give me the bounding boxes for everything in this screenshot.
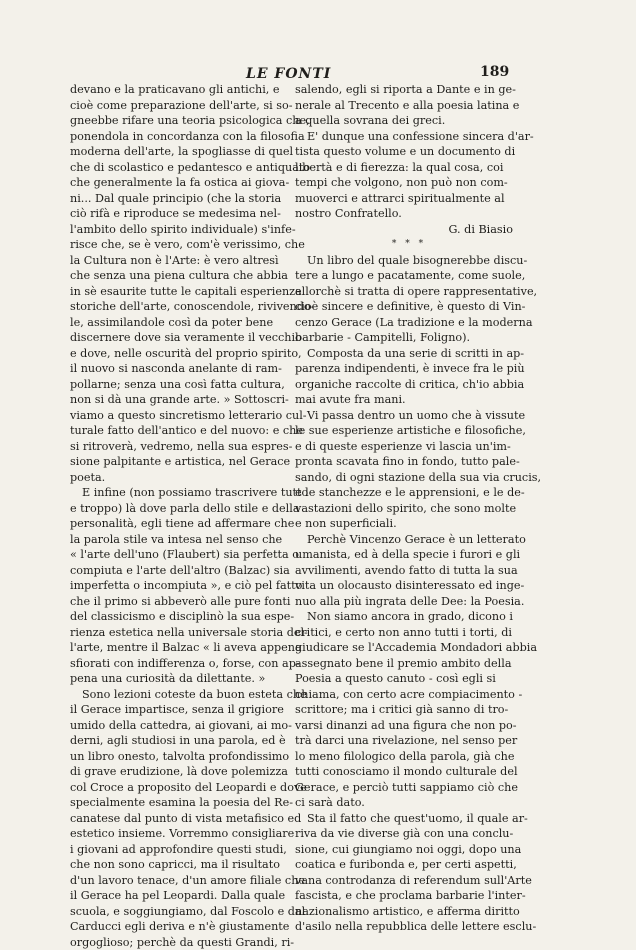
text-line: trà darci una rivelazione, nel senso per bbox=[295, 733, 523, 749]
text-line: E' dunque una confessione sincera d'ar- bbox=[295, 129, 523, 145]
text-line: sione, cui giungiamo noi oggi, dopo una bbox=[295, 842, 523, 858]
text-line: cenzo Gerace (La tradizione e la moderna bbox=[295, 315, 523, 331]
right-column bbox=[295, 82, 523, 935]
text-line: il Gerace impartisce, senza il grigiore bbox=[70, 702, 288, 718]
text-line: e troppo) là dove parla dello stile e della bbox=[70, 501, 288, 517]
text-line: d'asilo nella repubblica delle lettere esclu- bbox=[295, 919, 523, 935]
text-line: vastazioni dello spirito, che sono molte bbox=[295, 501, 523, 517]
text-line: le, assimilandole così da poter bene bbox=[70, 315, 288, 331]
text-line: gneebbe rifare una teoria psicologica che, bbox=[70, 113, 288, 129]
text-line: un libro onesto, talvolta profondissimo bbox=[70, 749, 288, 765]
text-line: non si dà una grande arte. » Sottoscri- bbox=[70, 392, 288, 408]
left-column bbox=[70, 82, 288, 950]
text-line: Composta da una serie di scritti in ap- bbox=[295, 346, 523, 362]
text-line: scrittore; ma i critici già sanno di tro- bbox=[295, 702, 523, 718]
text-line: turale fatto dell'antico e del nuovo: e che bbox=[70, 423, 288, 439]
text-line: l'ambito dello spirito individuale) s'infe- bbox=[70, 222, 288, 238]
text-line: vana controdanza di referendum sull'Arte bbox=[295, 873, 523, 889]
text-line: salendo, egli si riporta a Dante e in ge- bbox=[295, 82, 523, 98]
text-line: Vi passa dentro un uomo che à vissute bbox=[295, 408, 523, 424]
text-line: scuola, e soggiungiamo, dal Foscolo e dal bbox=[70, 904, 288, 920]
text-line: fascista, e che proclama barbarie l'inter- bbox=[295, 888, 523, 904]
text-line: Carducci egli deriva e n'è giustamente bbox=[70, 919, 288, 935]
text-line: il Gerace ha pel Leopardi. Dalla quale bbox=[70, 888, 288, 904]
text-line: poeta. bbox=[70, 470, 288, 486]
text-line: Poesia a questo canuto - così egli si bbox=[295, 671, 523, 687]
text-line: cioè come preparazione dell'arte, si so- bbox=[70, 98, 288, 114]
text-line: personalità, egli tiene ad affermare che bbox=[70, 516, 288, 532]
text-line: storiche dell'arte, conoscendole, rivivendo- bbox=[70, 299, 288, 315]
text-line: che senza una piena cultura che abbia bbox=[70, 268, 288, 284]
text-line: col Croce a proposito del Leopardi e dove bbox=[70, 780, 288, 796]
text-line: cioè sincere e definitive, è questo di Vin- bbox=[295, 299, 523, 315]
text-line: tista questo volume e un documento di bbox=[295, 144, 523, 160]
text-line: discernere dove sia veramente il vecchio bbox=[70, 330, 288, 346]
text-line: imperfetta o incompiuta », e ciò pel fatto bbox=[70, 578, 288, 594]
text-line: moderna dell'arte, la spogliasse di quel bbox=[70, 144, 288, 160]
text-line: ciò rifà e riproduce se medesima nel- bbox=[70, 206, 288, 222]
text-line: sando, di ogni stazione della sua via crucis, bbox=[295, 470, 523, 486]
text-line: nostro Confratello. bbox=[295, 206, 523, 222]
text-line: critici, e certo non anno tutti i torti, di bbox=[295, 625, 523, 641]
text-line: sfiorati con indifferenza o, forse, con ap- bbox=[70, 656, 288, 672]
text-line: nazionalismo artistico, e afferma diritto bbox=[295, 904, 523, 920]
section-separator: * * * bbox=[295, 237, 523, 253]
text-line: che generalmente la fa ostica ai giova- bbox=[70, 175, 288, 191]
text-line: Gerace, e perciò tutti sappiamo ciò che bbox=[295, 780, 523, 796]
text-line: libertà e di fierezza: la qual cosa, coi bbox=[295, 160, 523, 176]
text-line: e di queste esperienze vi lascia un'im- bbox=[295, 439, 523, 455]
text-line: E infine (non possiamo trascrivere tutto bbox=[70, 485, 288, 501]
text-line: orgoglioso; perchè da questi Grandi, ri- bbox=[70, 935, 288, 950]
text-line: Sono lezioni coteste da buon esteta che bbox=[70, 687, 288, 703]
text-line: organiche raccolte di critica, ch'io abbia bbox=[295, 377, 523, 393]
text-line: che non sono capricci, ma il risultato bbox=[70, 857, 288, 873]
text-line: Sta il fatto che quest'uomo, il quale ar- bbox=[295, 811, 523, 827]
text-line: e non superficiali. bbox=[295, 516, 523, 532]
text-line: rienza estetica nella universale storia del- bbox=[70, 625, 288, 641]
text-line: « l'arte dell'uno (Flaubert) sia perfetta o bbox=[70, 547, 288, 563]
text-line: parenza indipendenti, è invece fra le più bbox=[295, 361, 523, 377]
text-line: la parola stile va intesa nel senso che bbox=[70, 532, 288, 548]
text-line: compiuta e l'arte dell'altro (Balzac) sia bbox=[70, 563, 288, 579]
text-line: varsi dinanzi ad una figura che non po- bbox=[295, 718, 523, 734]
text-line: le sue esperienze artistiche e filosofiche, bbox=[295, 423, 523, 439]
text-line: lo meno filologico della parola, già che bbox=[295, 749, 523, 765]
text-line: canatese dal punto di vista metafisico ed bbox=[70, 811, 288, 827]
text-line: mai avute fra mani. bbox=[295, 392, 523, 408]
text-line: coatica e furibonda e, per certi aspetti, bbox=[295, 857, 523, 873]
text-line: riva da vie diverse già con una conclu- bbox=[295, 826, 523, 842]
text-line: si ritroverà, vedremo, nella sua espres- bbox=[70, 439, 288, 455]
text-line: d'un lavoro tenace, d'un amore filiale che bbox=[70, 873, 288, 889]
text-line: ponendola in concordanza con la filosofia bbox=[70, 129, 288, 145]
text-line: pronta scavata fino in fondo, tutto pale- bbox=[295, 454, 523, 470]
text-line: barbarie - Campitelli, Foligno). bbox=[295, 330, 523, 346]
text-line: Perchè Vincenzo Gerace è un letterato bbox=[295, 532, 523, 548]
text-line: che il primo si abbeverò alle pure fonti bbox=[70, 594, 288, 610]
text-line: i giovani ad approfondire questi studi, bbox=[70, 842, 288, 858]
text-line: risce che, se è vero, com'è verissimo, che bbox=[70, 237, 288, 253]
text-line: nuo alla più ingrata delle Dee: la Poesia. bbox=[295, 594, 523, 610]
text-line: assegnato bene il premio ambito della bbox=[295, 656, 523, 672]
text-line: Non siamo ancora in grado, dicono i bbox=[295, 609, 523, 625]
running-head: LE FONTI bbox=[246, 66, 331, 82]
text-line: sione palpitante e artistica, nel Gerace bbox=[70, 454, 288, 470]
text-line: giudicare se l'Accademia Mondadori abbia bbox=[295, 640, 523, 656]
page-number: 189 bbox=[480, 64, 509, 80]
text-line: che di scolastico e pedantesco e antiquato bbox=[70, 160, 288, 176]
text-line: estetico insieme. Vorremmo consigliare bbox=[70, 826, 288, 842]
text-line: l'arte, mentre il Balzac « li aveva appena bbox=[70, 640, 288, 656]
text-line: muoverci e attrarci spiritualmente al bbox=[295, 191, 523, 207]
text-line: a quella sovrana dei greci. bbox=[295, 113, 523, 129]
text-line: avvilimenti, avendo fatto di tutta la sua bbox=[295, 563, 523, 579]
text-line: e le stanchezze e le apprensioni, e le de- bbox=[295, 485, 523, 501]
text-line: allorchè si tratta di opere rappresentative, bbox=[295, 284, 523, 300]
text-line: derni, agli studiosi in una parola, ed è bbox=[70, 733, 288, 749]
text-line: umido della cattedra, ai giovani, ai mo- bbox=[70, 718, 288, 734]
text-line: ni... Dal quale principio (che la storia bbox=[70, 191, 288, 207]
text-line: pollarne; senza una così fatta cultura, bbox=[70, 377, 288, 393]
text-line: tere a lungo e pacatamente, come suole, bbox=[295, 268, 523, 284]
author-signature: G. di Biasio bbox=[295, 222, 523, 238]
text-line: ci sarà dato. bbox=[295, 795, 523, 811]
text-line: devano e la praticavano gli antichi, e bbox=[70, 82, 288, 98]
text-line: in sè esaurite tutte le capitali esperienze bbox=[70, 284, 288, 300]
text-line: pena una curiosità da dilettante. » bbox=[70, 671, 288, 687]
text-line: umanista, ed à della specie i furori e gli bbox=[295, 547, 523, 563]
text-line: e dove, nelle oscurità del proprio spirito, bbox=[70, 346, 288, 362]
text-line: vita un olocausto disinteressato ed inge- bbox=[295, 578, 523, 594]
text-line: di grave erudizione, là dove polemizza bbox=[70, 764, 288, 780]
text-line: specialmente esamina la poesia del Re- bbox=[70, 795, 288, 811]
text-line: viamo a questo sincretismo letterario cul- bbox=[70, 408, 288, 424]
text-line: chiama, con certo acre compiacimento - bbox=[295, 687, 523, 703]
text-line: il nuovo si nasconda anelante di ram- bbox=[70, 361, 288, 377]
text-line: Un libro del quale bisognerebbe discu- bbox=[295, 253, 523, 269]
text-line: tempi che volgono, non può non com- bbox=[295, 175, 523, 191]
text-line: la Cultura non è l'Arte: è vero altresì bbox=[70, 253, 288, 269]
text-line: nerale al Trecento e alla poesia latina e bbox=[295, 98, 523, 114]
text-line: del classicismo e disciplinò la sua espe- bbox=[70, 609, 288, 625]
text-line: tutti conosciamo il mondo culturale del bbox=[295, 764, 523, 780]
